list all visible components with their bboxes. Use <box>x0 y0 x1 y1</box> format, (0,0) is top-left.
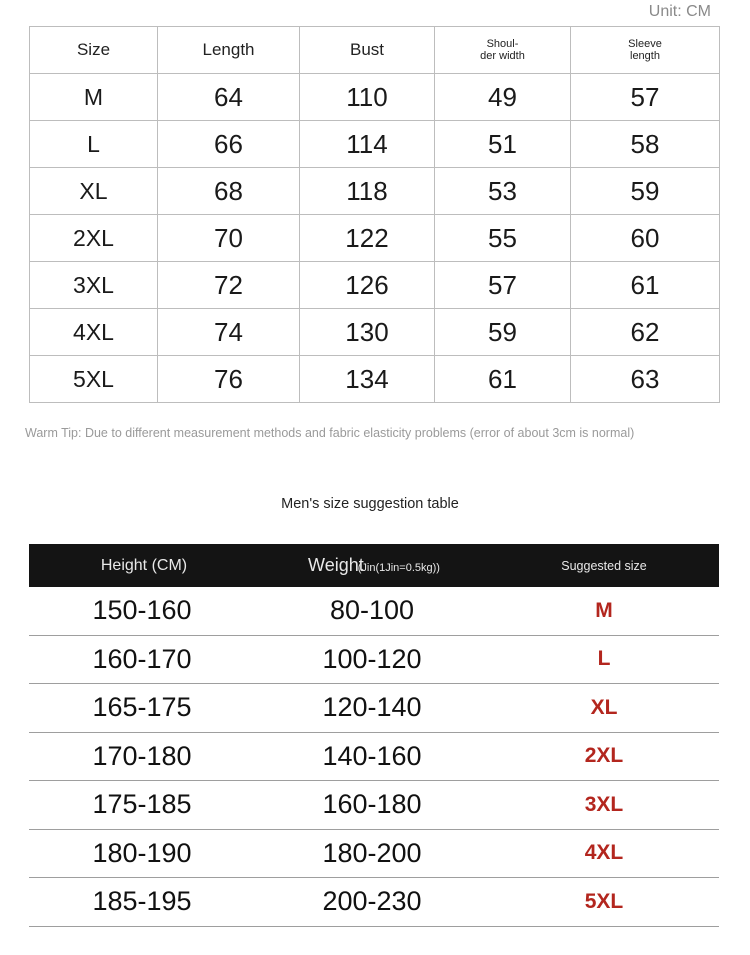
header-weight-label: Weight <box>308 555 364 575</box>
measurement-cell: 64 <box>158 74 300 121</box>
weight-range-cell: 180-200 <box>322 837 422 868</box>
table-row <box>29 830 719 879</box>
suggested-size-cell: 4XL <box>584 841 624 865</box>
table-row <box>30 121 720 168</box>
header-weight-note: (Jin(1Jin=0.5kg)) <box>357 562 440 574</box>
measurement-cell: 61 <box>571 262 720 309</box>
measurement-cell: 60 <box>571 215 720 262</box>
header-shoulder-width: Shoul- der width <box>435 27 571 74</box>
size-chart-header-row <box>30 27 720 74</box>
table-row <box>29 684 719 733</box>
suggestion-table <box>29 544 719 927</box>
table-row <box>30 356 720 403</box>
unit-label: Unit: CM <box>648 3 711 20</box>
header-length: Length <box>158 27 300 74</box>
size-cell: 2XL <box>30 215 158 262</box>
measurement-cell: 130 <box>300 309 435 356</box>
header-weight <box>259 555 489 576</box>
measurement-cell: 55 <box>435 215 571 262</box>
measurement-cell: 59 <box>435 309 571 356</box>
measurement-cell: 72 <box>158 262 300 309</box>
table-row <box>29 781 719 830</box>
table-row <box>29 878 719 927</box>
suggested-size-cell: 5XL <box>584 889 624 913</box>
header-sleeve-length: Sleeve length <box>571 27 720 74</box>
size-cell: M <box>30 74 158 121</box>
header-size: Size <box>30 27 158 74</box>
height-range-cell: 180-190 <box>92 837 192 868</box>
measurement-cell: 118 <box>300 168 435 215</box>
measurement-cell: 122 <box>300 215 435 262</box>
measurement-cell: 62 <box>571 309 720 356</box>
suggestion-header-row <box>29 544 719 587</box>
size-cell: 4XL <box>30 309 158 356</box>
size-cell: L <box>30 121 158 168</box>
suggested-size-cell: M <box>595 598 613 622</box>
measurement-cell: 70 <box>158 215 300 262</box>
table-row <box>30 215 720 262</box>
table-row <box>29 636 719 685</box>
height-range-cell: 185-195 <box>92 886 192 917</box>
height-range-cell: 175-185 <box>92 789 192 820</box>
measurement-cell: 66 <box>158 121 300 168</box>
measurement-cell: 61 <box>435 356 571 403</box>
header-bust: Bust <box>300 27 435 74</box>
size-cell: 3XL <box>30 262 158 309</box>
height-range-cell: 160-170 <box>92 643 192 674</box>
table-row <box>30 168 720 215</box>
header-height: Height (CM) <box>100 556 188 574</box>
height-range-cell: 150-160 <box>92 595 192 626</box>
suggestion-title: Men's size suggestion table <box>281 496 459 512</box>
measurement-cell: 114 <box>300 121 435 168</box>
measurement-cell: 134 <box>300 356 435 403</box>
measurement-cell: 76 <box>158 356 300 403</box>
measurement-cell: 63 <box>571 356 720 403</box>
table-row <box>30 309 720 356</box>
suggested-size-cell: XL <box>590 695 618 719</box>
measurement-cell: 58 <box>571 121 720 168</box>
table-row <box>29 587 719 636</box>
measurement-cell: 57 <box>435 262 571 309</box>
measurement-cell: 68 <box>158 168 300 215</box>
size-cell: XL <box>30 168 158 215</box>
warm-tip: Warm Tip: Due to different measurement methods and fabric elasticity problems (error of about 3cm is normal) <box>25 426 635 440</box>
weight-range-cell: 120-140 <box>322 692 422 723</box>
size-cell: 5XL <box>30 356 158 403</box>
measurement-cell: 53 <box>435 168 571 215</box>
table-row <box>29 733 719 782</box>
measurement-cell: 59 <box>571 168 720 215</box>
weight-range-cell: 200-230 <box>322 886 422 917</box>
suggested-size-cell: 3XL <box>584 792 624 816</box>
table-row <box>30 74 720 121</box>
weight-range-cell: 140-160 <box>322 740 422 771</box>
measurement-cell: 126 <box>300 262 435 309</box>
height-range-cell: 170-180 <box>92 740 192 771</box>
measurement-cell: 110 <box>300 74 435 121</box>
size-chart-table <box>29 26 720 403</box>
measurement-cell: 51 <box>435 121 571 168</box>
measurement-cell: 57 <box>571 74 720 121</box>
table-row <box>30 262 720 309</box>
measurement-cell: 49 <box>435 74 571 121</box>
weight-range-cell: 100-120 <box>322 643 422 674</box>
height-range-cell: 165-175 <box>92 692 192 723</box>
header-suggested-size: Suggested size <box>561 558 647 573</box>
weight-range-cell: 80-100 <box>329 595 415 626</box>
measurement-cell: 74 <box>158 309 300 356</box>
suggested-size-cell: 2XL <box>584 744 624 768</box>
weight-range-cell: 160-180 <box>322 789 422 820</box>
suggested-size-cell: L <box>597 647 611 671</box>
